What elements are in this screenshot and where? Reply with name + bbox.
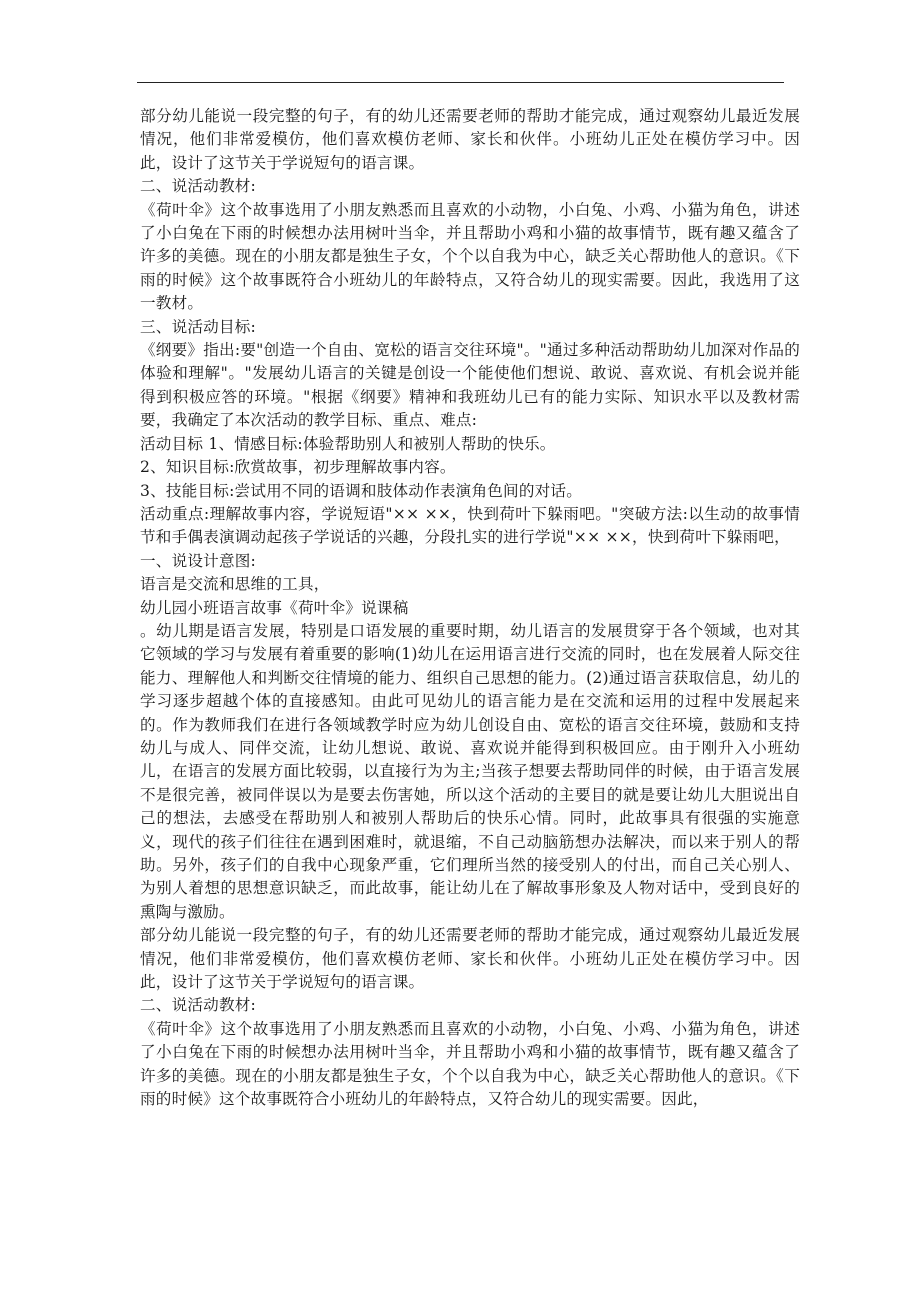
paragraph-activity-material: 《荷叶伞》这个故事选用了小朋友熟悉而且喜欢的小动物，小白兔、小鸡、小猫为角色，讲述了小白兔在下雨的时候想办法用树叶当伞，并且帮助小鸡和小猫的故事情节，既有趣又蕴含了许多的美德。现在的小朋友都是独生子女，个个以自我为中心，缺乏关心帮助他人的意识。《下雨的时候》这个故事既符合小班幼儿的年龄特点，又符合幼儿的现实需要。因此，我选用了这一教材。 [140, 200, 800, 313]
header-rule [137, 82, 784, 83]
heading-activity-goals: 三、说活动目标: [140, 317, 257, 336]
document-body [140, 105, 800, 1111]
paragraph-intro-observation-repeat: 部分幼儿能说一段完整的句子，有的幼儿还需要老师的帮助才能完成，通过观察幼儿最近发展情况，他们非常爱模仿，他们喜欢模仿老师、家长和伙伴。小班幼儿正处在模仿学习中。因此，设计了这节关于学说短句的语言课。 [140, 926, 800, 992]
heading-activity-material-repeat: 二、说活动教材: [140, 996, 257, 1015]
paragraph-activity-material-repeat: 《荷叶伞》这个故事选用了小朋友熟悉而且喜欢的小动物，小白兔、小鸡、小猫为角色，讲述了小白兔在下雨的时候想办法用树叶当伞，并且帮助小鸡和小猫的故事情节，既有趣又蕴含了许多的美德。现在的小朋友都是独生子女，个个以自我为中心，缺乏关心帮助他人的意识。《下雨的时候》这个故事既符合小班幼儿的年龄特点，又符合幼儿的现实需要。因此， [140, 1019, 800, 1109]
document-title: 幼儿园小班语言故事《荷叶伞》说课稿 [140, 598, 409, 617]
paragraph-key-points: 活动重点:理解故事内容，学说短语"×× ××，快到荷叶下躲雨吧。"突破方法:以生动的故事情节和手偶表演调动起孩子学说话的兴趣，分段扎实的进行学说"×× ××，快到荷叶下躲雨吧， [140, 504, 800, 547]
paragraph-guideline-quote: 《纲要》指出:要"创造一个自由、宽松的语言交往环境"。"通过多种活动帮助幼儿加深对作品的体验和理解"。"发展幼儿语言的关键是创设一个能使他们想说、敢说、喜欢说、有机会说并能得到积极应答的环境。"根据《纲要》精神和我班幼儿已有的能力实际、知识水平以及教材需要，我确定了本次活动的教学目标、重点、难点: [140, 341, 800, 430]
paragraph-goal-skill: 3、技能目标:尝试用不同的语调和肢体动作表演角色间的对话。 [140, 481, 583, 500]
paragraph-goal-knowledge: 2、知识目标:欣赏故事，初步理解故事内容。 [140, 458, 456, 477]
paragraph-intro-observation: 部分幼儿能说一段完整的句子，有的幼儿还需要老师的帮助才能完成，通过观察幼儿最近发展情况，他们非常爱模仿，他们喜欢模仿老师、家长和伙伴。小班幼儿正处在模仿学习中。因此，设计了这节关于学说短句的语言课。 [140, 107, 800, 172]
paragraph-goal-emotion: 活动目标 1、情感目标:体验帮助别人和被别人帮助的快乐。 [140, 434, 556, 453]
paragraph-language-development: 。幼儿期是语言发展，特别是口语发展的重要时期，幼儿语言的发展贯穿于各个领域，也对其它领域的学习与发展有着重要的影响(1)幼儿在运用语言进行交流的同时，也在发展着人际交往能力、理解他人和判断交往情境的能力、组织自己思想的能力。(2)通过语言获取信息，幼儿的学习逐步超越个体的直接感知。由此可见幼儿的语言能力是在交流和运用的过程中发展起来的。作为教师我们在进行各领域教学时应为幼儿创设自由、宽松的语言交往环境，鼓励和支持幼儿与成人、同伴交流，让幼儿想说、敢说、喜欢说并能得到积极回应。由于刚升入小班幼儿，在语言的发展方面比较弱，以直接行为为主;当孩子想要去帮助同伴的时候，由于语言发展不是很完善，被同伴误以为是要去伤害她，所以这个活动的主要目的就是要让幼儿大胆说出自己的想法，去感受在帮助别人和被别人帮助后的快乐心情。同时，此故事具有很强的实施意义，现代的孩子们往往在遇到困难时，就退缩，不自己动脑筋想办法解决，而以来于别人的帮助。另外，孩子们的自我中心现象严重，它们理所当然的接受别人的付出，而自己关心别人、为别人着想的思想意识缺乏，而此故事，能让幼儿在了解故事形象及人物对话中，受到良好的熏陶与激励。 [140, 621, 800, 921]
heading-design-intent: 一、说设计意图: [140, 551, 257, 570]
heading-activity-material: 二、说活动教材: [140, 177, 257, 196]
paragraph-language-tool: 语言是交流和思维的工具， [140, 575, 330, 594]
